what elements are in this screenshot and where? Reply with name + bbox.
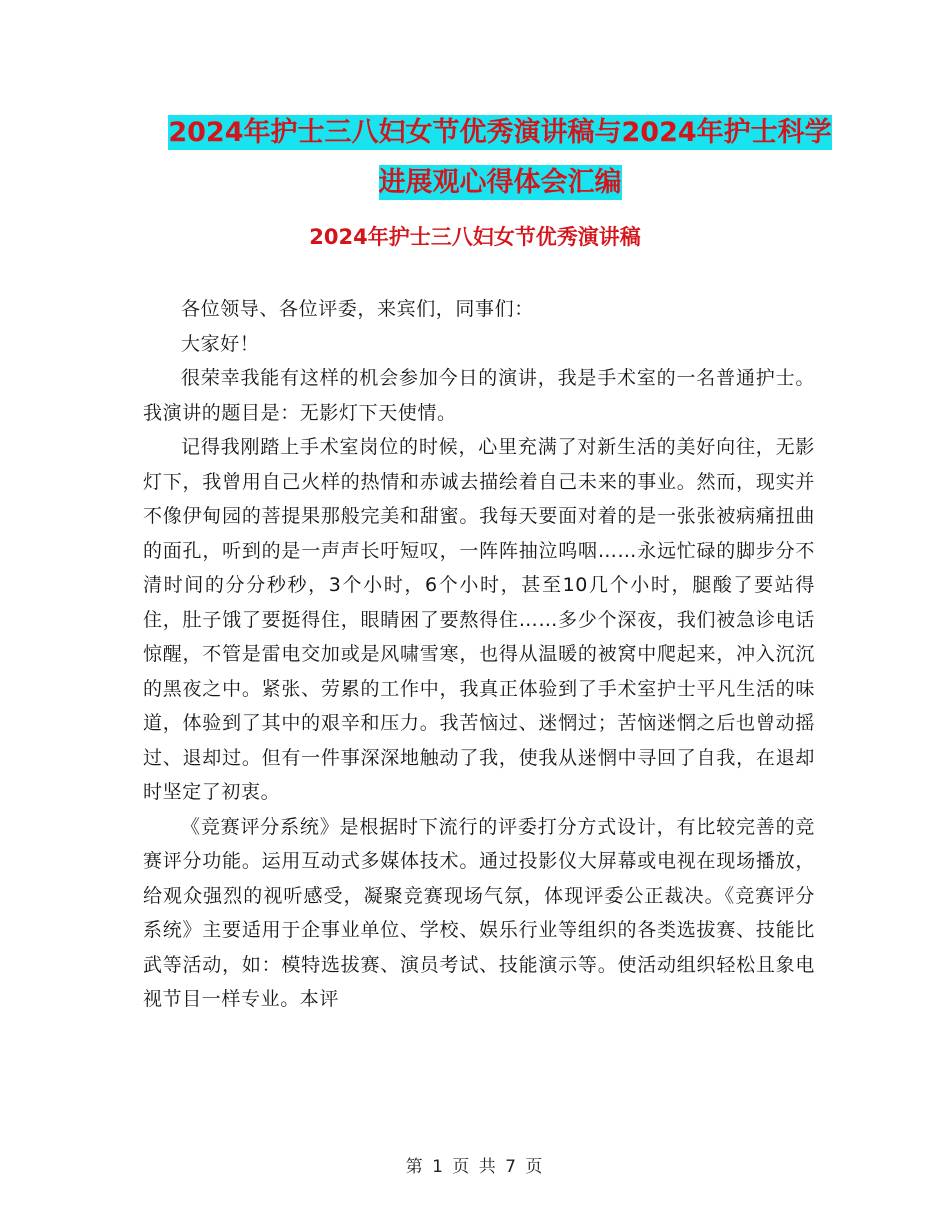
paragraph-story: 记得我刚踏上手术室岗位的时候，心里充满了对新生活的美好向往，无影灯下，我曾用自己火样的热情和赤诚去描绘着自己未来的事业。然而，现实并不像伊甸园的菩提果那般完美和甜蜜。我每天要面对着的是一张张被病痛扭曲的面孔，听到的是一声声长吁短叹，一阵阵抽泣呜咽……永远忙碌的脚步分不清时间的分分秒秒，3个小时，6个小时，甚至10几个小时，腿酸了要站得住，肚子饿了要挺得住，眼睛困了要熬得住……多少个深夜，我们被急诊电话惊醒，不管是雷电交加或是风啸雪寒，也得从温暖的被窝中爬起来，冲入沉沉的黑夜之中。紧张、劳累的工作中，我真正体验到了手术室护士平凡生活的味道，体验到了其中的艰辛和压力。我苦恼过、迷惘过；苦恼迷惘之后也曾动摇过、退却过。但有一件事深深地触动了我，使我从迷惘中寻回了自我，在退却时坚定了初衷。 <box>143 436 815 803</box>
document-body <box>143 292 815 1017</box>
page-footer: 第 1 页 共 7 页 <box>405 1157 545 1177</box>
paragraph-intro: 很荣幸我能有这样的机会参加今日的演讲，我是手术室的一名普通护士。我演讲的题目是：无影灯下天使情。 <box>143 367 815 424</box>
document-title <box>150 108 850 208</box>
document-title-line-2: 进展观心得体会汇编 <box>378 167 622 198</box>
paragraph-system: 《竞赛评分系统》是根据时下流行的评委打分方式设计，有比较完善的竞赛评分功能。运用互动式多媒体技术。通过投影仪大屏幕或电视在现场播放，给观众强烈的视听感受，凝聚竞赛现场气氛，体现评委公正裁决。《竞赛评分系统》主要适用于企事业单位、学校、娱乐行业等组织的各类选拔赛、技能比武等活动，如：模特选拔赛、演员考试、技能演示等。使活动组织轻松且象电视节目一样专业。本评 <box>143 815 815 1010</box>
document-title-line-1: 2024年护士三八妇女节优秀演讲稿与2024年护士科学 <box>168 117 832 148</box>
section-title: 2024年护士三八妇女节优秀演讲稿 <box>309 225 641 249</box>
paragraph-hello: 大家好！ <box>181 332 260 355</box>
paragraph-greeting: 各位领导、各位评委，来宾们，同事们： <box>181 298 534 320</box>
